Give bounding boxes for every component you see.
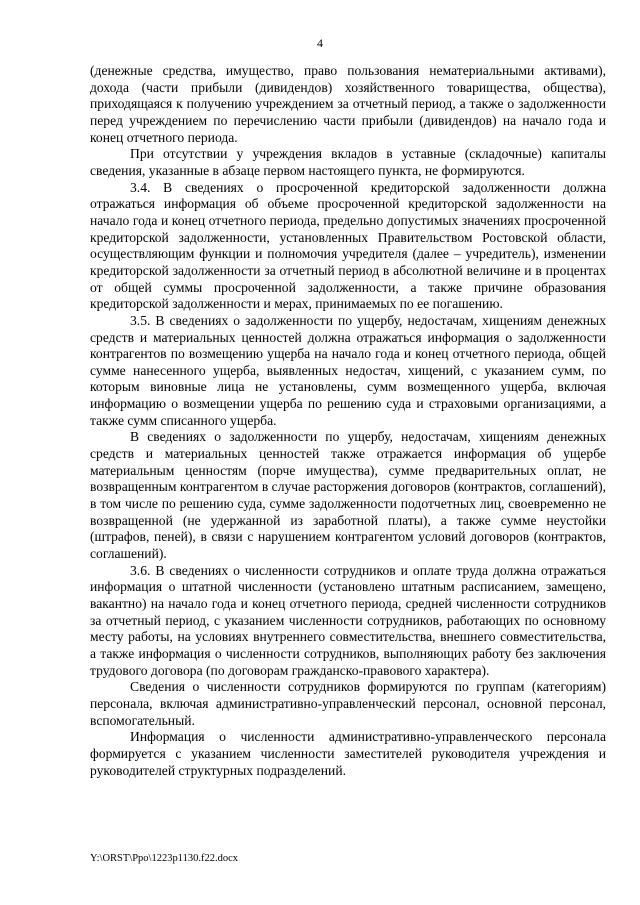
paragraph: Информация о численности административно-управленческого персонала формируется с указанием численности заместителей руководителя учреждения и руководителей структурных подразделений. [90, 729, 606, 778]
document-body [90, 63, 606, 779]
page-number: 4 [317, 36, 323, 50]
paragraph: 3.4. В сведениях о просроченной кредиторской задолженности должна отражаться информация об объеме просроченной кредиторской задолженности на начало года и конец отчетного периода, предельно допустимых значениях просроченной кредиторской задолженности, установленных Правительством Ростовской области, осуществляющим функции и полномочия учредителя (далее – учредитель), изменении кредиторской задолженности за отчетный период в абсолютной величине и в процентах от общей суммы просроченной задолженности, а также причине образования кредиторской задолженности и мерах, принимаемых по ее погашению. [90, 179, 606, 312]
paragraph: (денежные средства, имущество, право пользования нематериальными активами), дохода (части прибыли (дивидендов) хозяйственного товарищества, общества), приходящаяся к получению учреждением за отчетный период, а также о задолженности перед учреждением по перечислению части прибыли (дивидендов) на начало года и конец отчетного периода. [90, 63, 606, 145]
paragraph: При отсутствии у учреждения вкладов в уставные (складочные) капиталы сведения, указанные в абзаце первом настоящего пункта, не формируются. [90, 146, 606, 178]
paragraph: 3.5. В сведениях о задолженности по ущербу, недостачам, хищениям денежных средств и материальных ценностей должна отражаться информация о задолженности контрагентов по возмещению ущерба на начало года и конец отчетного периода, общей сумме нанесенного ущерба, выявленных недостач, хищений, с указанием сумм, по которым виновные лица не установлены, сумм возмещенного ущерба, включая информацию о возмещении ущерба по решению суда и страховыми организациями, а также сумм списанного ущерба. [90, 312, 606, 428]
paragraph: 3.6. В сведениях о численности сотрудников и оплате труда должна отражаться информация о штатной численности (установлено штатным расписанием, замещено, вакантно) на начало года и конец отчетного периода, средней численности сотрудников за отчетный период, с указанием численности сотрудников, работающих по основному месту работы, на условиях внутреннего совместительства, внешнего совместительства, а также информация о численности сотрудников, выполняющих работу без заключения трудового договора (по договорам гражданско-правового характера). [90, 562, 606, 678]
footer-file-path: Y:\ORST\Ppo\1223p1130.f22.docx [90, 853, 238, 864]
paragraph: В сведениях о задолженности по ущербу, недостачам, хищениям денежных средств и материальных ценностей также отражается информация об ущербе материальным ценностям (порче имущества), сумме предварительных оплат, не возвращенным контрагентом в случае расторжения договоров (контрактов, соглашений), в том числе по решению суда, сумме задолженности подотчетных лиц, своевременно не возвращенной (не удержанной из заработной платы), а также сумме неустойки (штрафов, пеней), в связи с нарушением контрагентом условий договоров (контрактов, соглашений). [90, 429, 606, 562]
paragraph: Сведения о численности сотрудников формируются по группам (категориям) персонала, включая административно-управленческий персонал, основной персонал, вспомогательный. [90, 679, 606, 728]
